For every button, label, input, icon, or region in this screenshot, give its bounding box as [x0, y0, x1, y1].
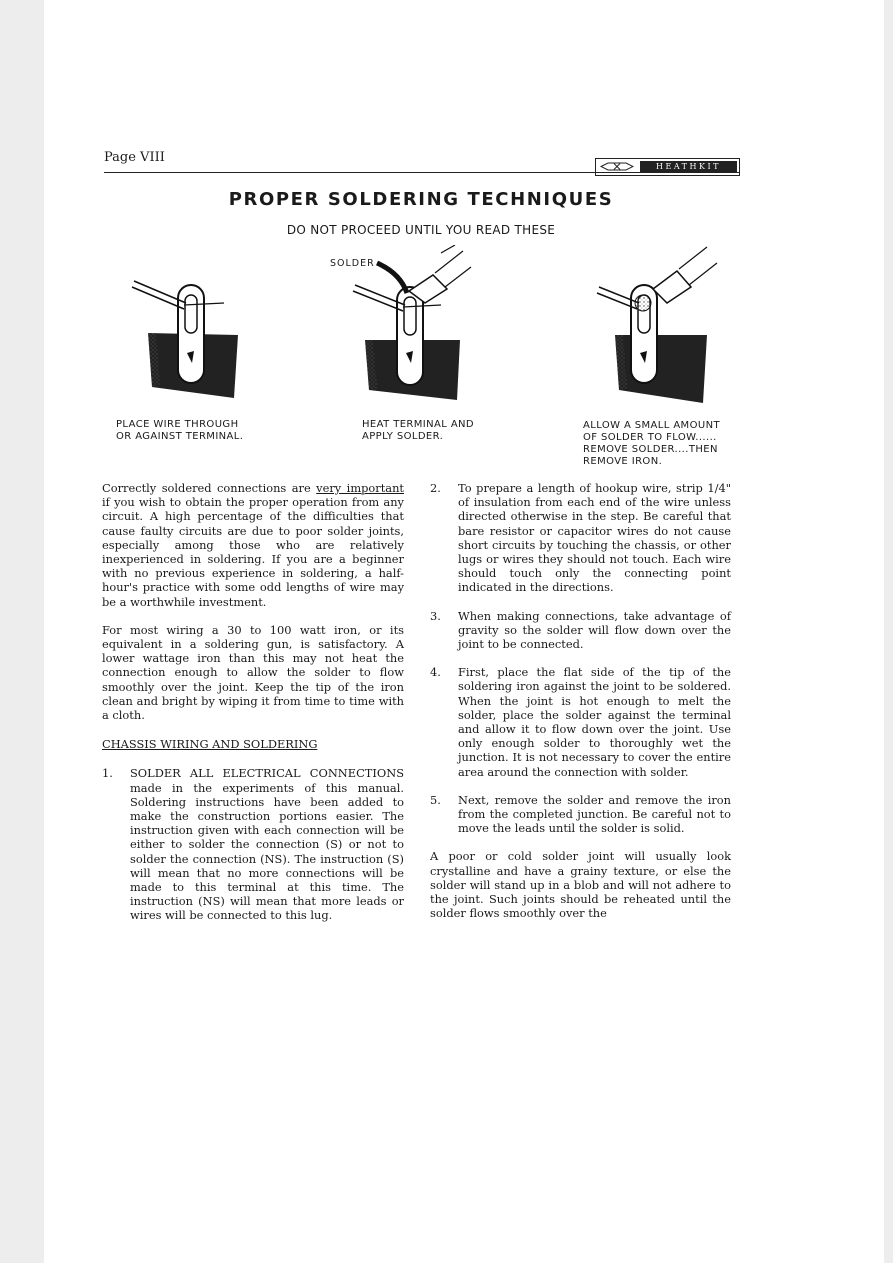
caption-step-3: ALLOW A SMALL AMOUNT OF SOLDER TO FLOW...... REMOVE SOLDER....THEN REMOVE IRON. [583, 420, 720, 467]
page-number: Page VIII [104, 150, 165, 165]
figure-wire-through-terminal [130, 275, 250, 400]
list-item-text: First, place the flat side of the tip of the soldering iron against the joint to be soldered. When the joint is hot enough to melt the solder, place the solder against the terminal and allow it to flow down over the joint. Use only enough solder to thoroughly wet the junction. It is not necessary to cover the entire area around the connection with solder. [458, 665, 731, 779]
figure-flow-then-remove [595, 245, 725, 405]
list-item-1 [102, 766, 404, 922]
solder-label: SOLDER [330, 258, 375, 269]
intro-text-start: Correctly soldered connections are [102, 481, 317, 495]
list-item-text: When making connections, take advantage of gravity so the solder will flow down over the joint to be connected. [458, 608, 731, 652]
right-column [430, 481, 731, 920]
figure-heat-and-apply-solder [345, 245, 475, 405]
list-item-number: 2. [430, 481, 441, 495]
page-title: PROPER SOLDERING TECHNIQUES [228, 189, 614, 210]
left-column [102, 481, 404, 923]
list-item-number: 5. [430, 792, 441, 807]
caption-step-1: PLACE WIRE THROUGH OR AGAINST TERMINAL. [116, 419, 244, 442]
cold-joint-paragraph: A poor or cold solder joint will usually look crystalline and have a grainy texture, or else the solder will stand up in a blob and will not adhere to the joint. Such joints should be reheated until the solder flows smoothly over the [430, 849, 731, 921]
list-item-number: 4. [430, 665, 441, 680]
caption-step-2: HEAT TERMINAL AND APPLY SOLDER. [362, 419, 475, 442]
list-item-5 [430, 793, 731, 836]
list-item-text: SOLDER ALL ELECTRICAL CONNECTIONS made in the experiments of this manual. Soldering instructions have been added to make the construction portions easier. The instruction given with each connection will be either to solder the connection (S) or not to solder the connection (NS). The instruction (S) will mean that no more connections will be made to this terminal at this time. The instruction (NS) will mean that more leads or wires will be connected to this lug. [130, 766, 404, 923]
heathkit-logo [595, 158, 740, 176]
intro-paragraph [102, 481, 404, 609]
list-item-text: Next, remove the solder and remove the iron from the completed junction. Be careful not to move the leads until the solder is solid. [458, 792, 731, 836]
intro-text-end: if you wish to obtain the proper operation from any circuit. A high percentage of the difficulties that cause faulty circuits are due to poor solder joints, especially among those who are relatively inexperienced in soldering. If you are a beginner with no previous experience in soldering, a half-hour's practice with some odd lengths of wire may be a worthwhile investment. [102, 495, 404, 609]
intro-emphasis: very important [316, 481, 404, 495]
list-item-2 [430, 481, 731, 595]
logo-emblem-icon [600, 162, 634, 171]
list-item-4 [430, 665, 731, 779]
wattage-paragraph: For most wiring a 30 to 100 watt iron, or its equivalent in a soldering gun, is satisfactory. A lower wattage iron than this may not heat the connection enough to allow the solder to flow smoothly over the joint. Keep the tip of the iron clean and bright by wiping it from time to time with a cloth. [102, 622, 404, 723]
list-item-number: 3. [430, 608, 441, 623]
list-item-3 [430, 609, 731, 652]
logo-wordmark: HEATHKIT [640, 161, 737, 173]
page-subtitle: DO NOT PROCEED UNTIL YOU READ THESE [286, 223, 556, 237]
section-heading: CHASSIS WIRING AND SOLDERING [102, 737, 318, 752]
list-item-text: To prepare a length of hookup wire, strip 1/4" of insulation from each end of the wire unless directed otherwise in the step. Be careful that bare resistor or capacitor wires do not cause short circuits by touching the chassis, or other lugs or wires they should not touch. Each wire should touch only the connecting point indicated in the directions. [458, 481, 731, 595]
header-rule [104, 172, 740, 173]
list-item-number: 1. [102, 766, 113, 781]
